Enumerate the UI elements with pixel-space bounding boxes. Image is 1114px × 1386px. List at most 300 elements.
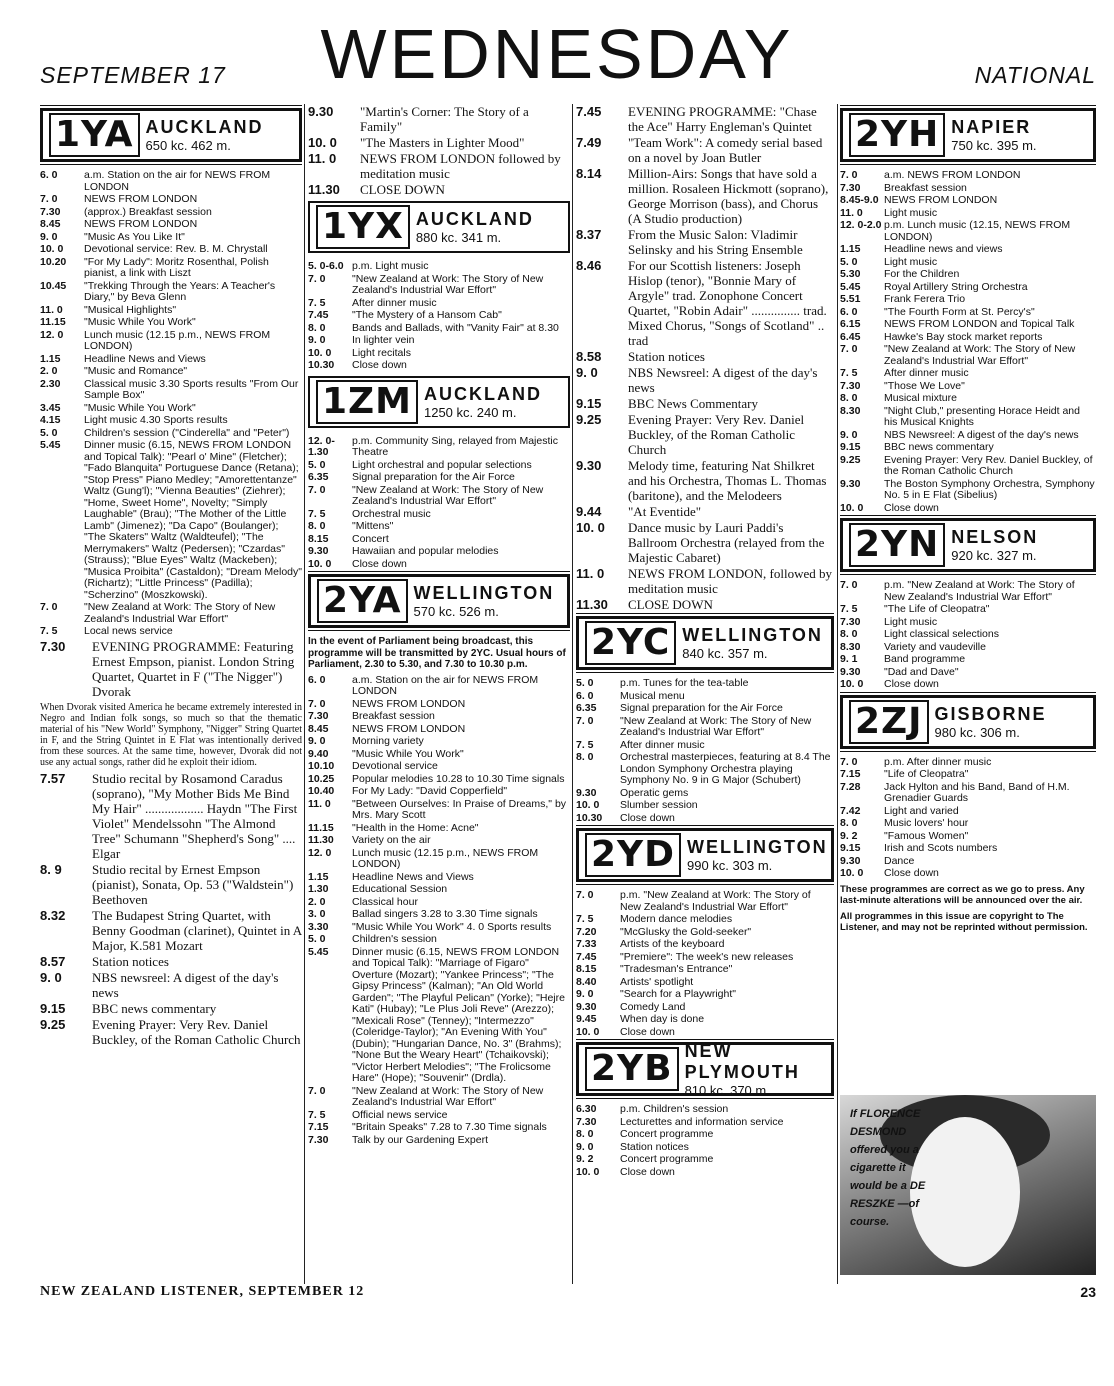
item-time: 9. 0 [40,969,62,985]
item-time: 7.15 [308,1121,329,1133]
schedule-item [840,257,1096,269]
schedule-item [576,678,834,690]
column-3 [576,104,834,1276]
item-description: "Music and Romance" [84,365,188,377]
schedule-item [840,381,1096,393]
item-description: "New Zealand at Work: The Story of New Zealand's Industrial War Effort" [352,272,544,296]
item-time: 5. 0 [40,426,58,439]
schedule-item [576,504,834,519]
schedule-item [40,428,302,440]
schedule-item [308,711,570,723]
item-time: 9.30 [576,1000,597,1013]
item-description: "The Mystery of a Hansom Cab" [352,309,502,321]
item-description: Headline news and views [884,243,1003,255]
item-description: Children's session ("Cinderella" and "Peter") [84,426,290,439]
item-description: Hawke's Bay stock market reports [884,330,1043,343]
item-description: "Dad and Dave" [884,665,959,678]
item-time: 11. 0 [840,206,863,219]
item-time: 9.30 [840,477,861,490]
item-time: 1.30 [308,883,329,895]
schedule-item [308,472,570,484]
evening-programme-continued [40,771,302,1047]
schedule-item [40,207,302,219]
station-frequency: 650 kc. 462 m. [145,138,231,153]
item-description: "At Eventide" [628,504,702,519]
item-time: 7. 0 [576,889,594,901]
station-header-2yn [840,518,1096,572]
item-description: Bands and Ballads, with "Vanity Fair" at 8.30 [352,321,559,334]
item-description: p.m. Tunes for the tea-table [620,677,749,689]
item-description: EVENING PROGRAMME: "Chase the Ace" Harry Engleman's Quintet [628,104,817,134]
station-call: 2YA [317,579,408,623]
item-description: p.m. Children's session [620,1103,729,1115]
item-time: 9.15 [840,441,861,453]
schedule-item [308,774,570,786]
item-time: 8. 9 [40,861,62,877]
schedule-item [308,872,570,884]
schedule-item [576,703,834,715]
schedule-list [308,675,570,1147]
item-description: Frank Ferera Trio [884,293,966,305]
schedule-item [40,908,302,953]
schedule-item [40,771,302,861]
schedule-item [40,232,302,244]
schedule-item [308,749,570,761]
schedule-item [840,170,1096,182]
schedule-item [576,520,834,565]
schedule-item [576,1129,834,1141]
station-call: 1YA [49,113,140,157]
item-time: 10. 0 [308,346,332,359]
schedule-item [576,716,834,739]
item-description: Dinner music (6.15, NEWS FROM LONDON and Topical Talk): "Pearl o' Mine" (Fletcher); "Fado Blanquita" Portuguese Dance (Retana); "Stop Press" Piano Medley; "Amorettentanze" Waltz (Gung'l); "Vienna Beauties" (Ziehrer); "Home, Sweet Home", Novelty; "Simply Laughable" (Brau); "The Mother of the Little Lamb" (Jimenez); "Da Capo" (Boulanger); "The Skaters" Waltz (Waldteufel); "The Merrymakers" Waltz (Pedersen); "Czardas" (Strauss); "Blue Eyes" Waltz (Mackeben); "Musica Proibita" (Castaldon); "Dream Melody" (Richartz); "Little Princess" (Padilla); "Scherzino" (Moszkowski). [84,439,302,601]
schedule-item [840,617,1096,629]
item-description: Operatic gems [620,786,689,799]
item-time: 6.30 [576,1103,597,1115]
item-description: Orchestral masterpieces, featuring at 8.4 The London Symphony Orchestra playing Symphony No. 9 in G Major (Schubert) [620,751,831,786]
item-description: Evening Prayer: Very Rev. Daniel Buckley, of the Roman Catholic Church [884,453,1093,477]
schedule-item [576,1117,834,1129]
item-time: 10. 0 [576,520,605,535]
item-time: 10.30 [308,359,335,371]
item-time: 5. 0 [308,933,326,945]
item-description: Children's session [352,933,437,945]
schedule-item [40,602,302,625]
schedule-item [840,332,1096,344]
item-description: "Health in the Home: Acne" [352,821,479,834]
item-description: Headline News and Views [352,870,474,883]
item-time: 11.30 [308,182,340,197]
schedule-item [308,835,570,847]
schedule-item [308,298,570,310]
item-time: 11. 0 [308,151,337,166]
item-description: "Music While You Work" [84,316,196,328]
item-description: a.m. NEWS FROM LONDON [884,169,1021,181]
item-description: From the Music Salon: Vladimir Selinsky and his String Ensemble [628,227,803,257]
schedule-item [308,761,570,773]
item-description: Local news service [84,625,173,637]
schedule-item [308,323,570,335]
item-description: NBS Newsreel: A digest of the day's news [884,428,1079,441]
station-city: WELLINGTON [413,583,555,603]
item-time: 5. 0 [840,255,858,268]
item-time: 7.30 [840,379,861,392]
schedule-item [308,348,570,360]
item-description: EVENING PROGRAMME: Featuring Ernest Empson, pianist. London String Quartet, Quartet in F ("The Nigger") Dvorak [92,638,295,699]
item-time: 1.15 [308,870,329,883]
item-description: "McGlusky the Gold-seeker" [620,925,752,938]
item-time: 9. 2 [576,1153,594,1165]
item-time: 9.45 [576,1013,597,1025]
item-time: 8.30 [840,404,861,417]
item-time: 8. 0 [840,817,858,829]
station-header-1yx [308,201,570,253]
schedule-item [840,843,1096,855]
item-time: 10.25 [308,772,335,785]
station-frequency: 880 kc. 341 m. [415,230,502,245]
station-city: GISBORNE [934,703,1047,724]
item-description: Orchestral music [352,507,431,520]
schedule-item [576,412,834,457]
schedule-item [40,639,302,699]
station-frequency: 1250 kc. 240 m. [423,404,517,420]
schedule-item [308,261,570,273]
item-time: 7.57 [40,770,66,786]
item-time: 10.10 [308,760,335,772]
item-description: Melody time, featuring Nat Shilkret and his Orchestra, Thomas L. Thomas (baritone), and the Melodeers [628,458,827,503]
schedule-item [40,305,302,317]
item-time: 6. 0 [308,673,326,686]
schedule-item [576,1027,834,1039]
schedule-item [576,166,834,226]
item-time: 6. 0 [576,689,594,702]
item-description: p.m. Lunch music (12.15, NEWS FROM LONDON) [884,219,1071,243]
column-divider [837,104,838,1284]
item-time: 5. 0 [576,677,594,689]
item-time: 8. 0 [840,628,858,640]
station-call: 2YC [585,621,676,665]
schedule-item [40,970,302,1000]
item-time: 9.25 [40,1016,66,1032]
item-time: 1.15 [840,243,861,255]
schedule-item [840,368,1096,380]
item-time: 8.45 [40,218,61,230]
schedule-item [308,884,570,896]
item-time: 8.32 [40,907,66,923]
schedule-item [40,354,302,366]
schedule-item [576,258,834,348]
station-frequency: 990 kc. 303 m. [687,858,773,873]
station-header-2zj [840,695,1096,749]
schedule-item [308,310,570,322]
item-time: 7. 0 [840,343,858,355]
item-time: 8. 0 [576,751,594,763]
item-description: Concert [352,532,389,545]
item-time: 5.45 [308,945,329,958]
item-time: 8.58 [576,349,602,364]
schedule-item [840,282,1096,294]
item-description: Concert programme [620,1153,714,1165]
schedule-item [840,679,1096,691]
item-description: Musical mixture [884,392,957,404]
schedule-item [840,244,1096,256]
publication-footer: NEW ZEALAND LISTENER, SEPTEMBER 12 [40,1284,365,1299]
station-frequency: 570 kc. 526 m. [413,604,499,619]
schedule-item [840,344,1096,367]
item-time: 7. 0 [840,169,858,181]
item-description: p.m. After dinner music [884,755,992,768]
schedule-item [40,1017,302,1047]
item-description: "Martin's Corner: The Story of a Family" [360,104,529,134]
item-time: 10.30 [576,811,603,824]
item-description: Concert programme [620,1128,714,1140]
item-time: 8.45 [308,722,329,735]
evening-programme [576,104,834,612]
item-description: p.m. "New Zealand at Work: The Story of New Zealand's Industrial War Effort" [620,889,811,913]
copyright-notice: All programmes in this issue are copyright to The Listener, and may not be reprinted without permission. [840,910,1088,933]
schedule-item [840,269,1096,281]
item-description: "Those We Love" [884,379,965,392]
station-city: NEW PLYMOUTH [684,1040,800,1082]
item-description: Signal preparation for the Air Force [620,702,783,714]
item-description: "Music While You Work" [352,747,464,760]
schedule-item [576,1014,834,1026]
item-description: Ballad singers 3.28 to 3.30 Time signals [352,908,538,920]
schedule-item [840,642,1096,654]
item-time: 9. 0 [40,230,58,243]
schedule-item [308,360,570,372]
item-time: 5.45 [840,280,861,293]
schedule-item [308,104,570,134]
schedule-item [40,194,302,206]
schedule-item [840,503,1096,515]
item-time: 10. 0 [840,678,864,690]
cigarette-advertisement [840,1095,1096,1275]
item-description: p.m. Community Sing, relayed from Majestic Theatre [352,434,558,458]
item-time: 7. 0 [308,697,326,710]
item-time: 3.30 [308,920,329,933]
schedule-item [308,534,570,546]
item-description: After dinner music [884,367,969,379]
station-city: WELLINGTON [687,837,828,857]
item-description: "Search for a Playwright" [620,988,737,1000]
item-time: 9.15 [576,396,602,411]
item-time: 8.14 [576,166,602,181]
item-description: For the Children [884,268,960,280]
item-description: "Trekking Through the Years: A Teacher's Diary," by Beva Glenn [84,279,276,303]
item-time: 5.30 [840,268,861,280]
schedule-item [840,455,1096,478]
item-time: 7.30 [40,638,66,654]
item-time: 7.45 [576,104,602,119]
item-time: 9. 0 [308,735,326,747]
schedule-item [576,104,834,134]
schedule-item [840,208,1096,220]
station-city: WELLINGTON [682,625,823,645]
schedule-item [840,818,1096,830]
schedule-item [576,752,834,787]
schedule-list [576,890,834,1038]
schedule-item [308,135,570,150]
item-time: 7.49 [576,135,602,150]
schedule-item [576,813,834,825]
schedule-item [576,1142,834,1154]
station-header-1zm [308,376,570,428]
item-description: Light music [884,206,938,219]
schedule-item [40,244,302,256]
item-time: 10.20 [40,255,67,268]
item-description: NEWS FROM LONDON, followed by meditation music [628,566,833,596]
header-date: SEPTEMBER 17 [40,62,226,88]
item-time: 11.15 [40,316,66,328]
item-time: 11.30 [308,834,334,846]
item-time: 9. 1 [840,653,858,665]
item-description: Educational Session [352,883,448,895]
schedule-item [840,183,1096,195]
item-time: 7.30 [840,181,861,194]
item-time: 8.15 [308,532,329,545]
item-time: 6.35 [308,471,329,483]
station-header-2yd [576,828,834,882]
item-time: 8.30 [840,640,861,653]
item-time: 10.40 [308,785,335,797]
item-time: 9. 0 [576,365,598,380]
item-description: "The Masters in Lighter Mood" [360,135,525,150]
item-description: "For My Lady": Moritz Rosenthal, Polish pianist, a link with Liszt [84,255,269,279]
programme-note: When Dvorak visited America he became extremely interested in Negro and Indian folk songs, so much so that the thematic material of his "New World" Symphony, "Nigger" String Quartet in F, and the String Quintet in E Flat was intentionally derived from these sources. At the same time, however, Dvorak did not use any actual songs, rather did he exploit their idiom. [40,701,302,768]
page-number: 23 [1080,1284,1096,1300]
item-time: 8.57 [40,953,66,969]
item-description: NEWS FROM LONDON [884,194,998,206]
schedule-list [840,580,1096,691]
item-description: Close down [884,867,939,879]
schedule-item [40,366,302,378]
item-time: 9.30 [840,665,861,678]
item-time: 4.15 [40,414,61,426]
item-time: 9. 0 [308,334,326,346]
item-description: "The Life of Cleopatra" [884,603,990,615]
item-time: 12. 0-1.30 [308,434,335,458]
item-time: 8. 0 [308,321,326,334]
item-time: 7. 5 [308,1108,326,1121]
item-time: 8.15 [576,963,597,975]
schedule-item [308,897,570,909]
item-time: 5.45 [40,439,61,451]
item-description: CLOSE DOWN [628,597,713,612]
item-description: "New Zealand at Work: The Story of New Zealand's Industrial War Effort" [84,601,276,625]
press-notice: These programmes are correct as we go to press. Any last-minute alterations will be announced over the air. [840,883,1085,906]
station-call: 2YN [849,523,945,567]
schedule-item [840,604,1096,616]
item-description: Light and varied [884,804,959,817]
item-description: Devotional service: Rev. B. M. Chrystall [84,243,268,255]
item-description: Modern dance melodies [620,913,733,925]
item-description: "The Fourth Form at St. Percy's" [884,305,1035,318]
item-description: Close down [620,1025,675,1038]
page-title: WEDNESDAY [320,15,794,93]
schedule-list [840,170,1096,514]
station-call: 2YB [585,1047,679,1091]
item-time: 10. 0 [576,1025,600,1038]
item-description: NEWS FROM LONDON [352,722,466,735]
column-divider [572,104,573,1284]
schedule-item [840,220,1096,243]
item-time: 9.25 [840,453,861,466]
schedule-item [308,1135,570,1147]
item-description: Band programme [884,653,966,665]
schedule-item [840,393,1096,405]
item-description: The Budapest String Quartet, with Benny Goodman (clarinet), Quintet in A Major, K.581 Mozart [92,907,302,953]
schedule-item [576,977,834,989]
schedule-item [576,800,834,812]
item-description: "Between Ourselves: In Praise of Dreams," by Mrs. Mary Scott [352,797,567,821]
schedule-item [308,947,570,1085]
schedule-item [576,788,834,800]
item-time: 8.45-9.0 [840,194,879,206]
item-time: 1.15 [40,352,61,365]
schedule-item [576,939,834,951]
schedule-list [40,170,302,638]
schedule-item [40,954,302,969]
schedule-item [308,485,570,508]
schedule-item [576,1104,834,1116]
schedule-item [576,890,834,913]
item-description: Studio recital by Ernest Empson (pianist), Sonata, Op. 53 ("Waldstein") Beethoven [92,861,294,907]
item-description: For our Scottish listeners: Joseph Hislop (tenor), "Bonnie Mary of Argyle" trad. Zonophone Concert Quartet, "Robin Adair" ............... trad. Mixed Chorus, "Songs of Scotland" .. trad [628,258,827,348]
item-time: 9.25 [576,412,602,427]
item-time: 10. 0 [576,799,600,811]
schedule-item [308,521,570,533]
station-frequency: 840 kc. 357 m. [682,646,768,661]
item-description: Headline News and Views [84,352,206,365]
schedule-item [576,952,834,964]
item-time: 7. 0 [576,714,594,727]
schedule-item [308,274,570,297]
item-description: "Music While You Work" [84,401,196,414]
item-description: Evening Prayer: Very Rev. Daniel Buckley, of the Roman Catholic Church [628,412,805,457]
item-description: Lunch music (12.15 p.m., NEWS FROM LONDON) [84,328,271,352]
item-time: 12. 0-2.0 [840,219,882,231]
item-time: 9.15 [40,1000,66,1016]
station-header-2yb [576,1042,834,1096]
schedule-item [40,403,302,415]
schedule-item [308,823,570,835]
item-description: "Britain Speaks" 7.28 to 7.30 Time signals [352,1121,547,1133]
schedule-list [308,436,570,571]
item-description: The Boston Symphony Orchestra, Symphony No. 5 in E Flat (Sibelius) [884,477,1095,501]
station-header-2ya [308,574,570,628]
item-description: NBS newsreel: A digest of the day's news [92,969,279,1000]
item-description: When day is done [620,1013,705,1025]
item-description: "New Zealand at Work: The Story of New Zealand's Industrial War Effort" [620,714,812,738]
schedule-item [308,509,570,521]
item-time: 7. 0 [840,579,858,591]
schedule-item [840,868,1096,880]
schedule-list [576,1104,834,1178]
schedule-item [840,831,1096,843]
item-time: 8.46 [576,258,602,273]
item-time: 8.40 [576,975,597,988]
schedule-item [308,1122,570,1134]
item-description: Station notices [628,349,705,364]
schedule-item [840,856,1096,868]
item-description: For My Lady: "David Copperfield" [352,785,508,797]
schedule-item [576,964,834,976]
column-4 [840,104,1096,1086]
item-description: Signal preparation for the Air Force [352,471,515,483]
item-description: Dance music by Lauri Paddi's Ballroom Orchestra (relayed from the Majestic Cabaret) [628,520,825,565]
item-time: 11. 0 [308,797,331,810]
